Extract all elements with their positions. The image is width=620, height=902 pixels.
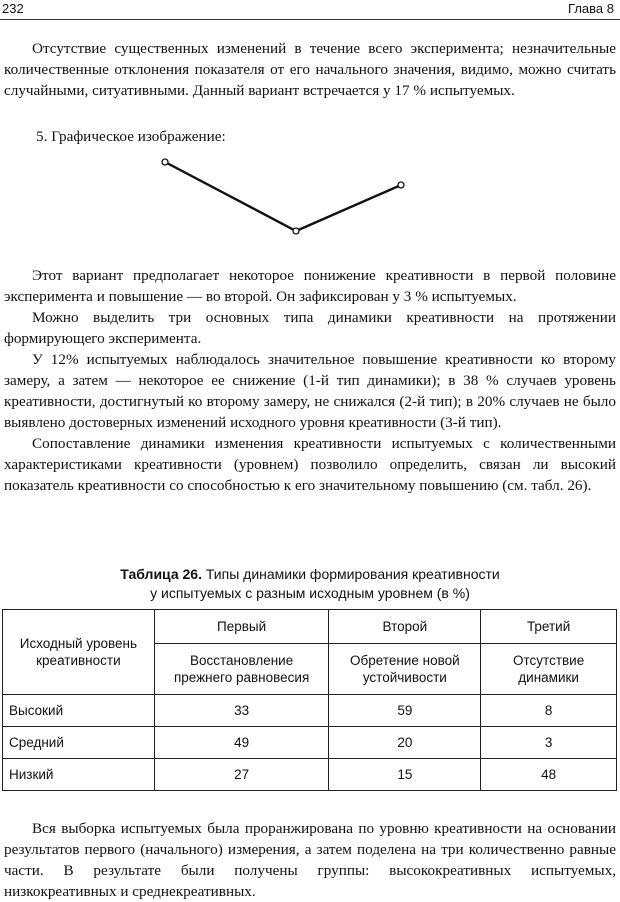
- row-label-low: Низкий: [3, 759, 155, 791]
- table-row-header: Исходный уровень креативности: [3, 610, 155, 695]
- figure-label: 5. Графическое изображение:: [36, 128, 226, 145]
- table-cell: 3: [481, 727, 617, 759]
- paragraph-1: Отсутствие существенных изменений в течение всего эксперимента; незначительные количественные отклонения показателя от его начального значения, видимо, можно считать случайными, ситуативными. Данный вариант встречается у 17 % испытуемых.: [4, 40, 616, 99]
- dynamics-figure: [0, 150, 620, 250]
- table-caption-number: Таблица 26.: [120, 566, 202, 582]
- chapter-title: Глава 8: [568, 1, 614, 16]
- row-label-high: Высокий: [3, 695, 155, 727]
- column-type-2: Второй: [329, 610, 481, 644]
- column-desc-3: Отсутствие динамики: [481, 644, 617, 695]
- table-cell: 48: [481, 759, 617, 791]
- paragraph-2: Этот вариант предполагает некоторое понижение креативности в первой половине эксперимента и повышение — во второй. Он зафиксирован у 3 % испытуемых.: [4, 267, 616, 305]
- table-caption-line-1: [0, 565, 620, 584]
- table-cell: 33: [154, 695, 329, 727]
- page-header: [0, 0, 620, 18]
- table-caption: [0, 565, 620, 603]
- paragraph-5: Сопоставление динамики изменения креативности испытуемых с количественными характеристиками креативности (уровнем) позволило определить, связан ли высокий показатель креативности со способностью к его значительному повышению (см. табл. 26).: [4, 435, 616, 494]
- paragraph-4: У 12% испытуемых наблюдалось значительное повышение креативности ко второму замеру, а затем — некоторое ее снижение (1-й тип динамики); в 38 % случаев уровень креативности, достигнутый ко второму замеру, не снижался (2-й тип); в 20% случаев не было выявлено достоверных изменений исходного уровня креативности (3-й тип).: [4, 351, 616, 431]
- paragraph-6-block: [4, 818, 616, 902]
- column-desc-2: Обретение новой устойчивости: [329, 644, 481, 695]
- row-label-medium: Средний: [3, 727, 155, 759]
- paragraph-1-block: [4, 38, 616, 101]
- body-text-block: [4, 265, 616, 496]
- column-desc-1: Восстановление прежнего равновесия: [154, 644, 329, 695]
- table-cell: 8: [481, 695, 617, 727]
- figure-point-end: [398, 182, 404, 188]
- page-number: 232: [2, 1, 24, 16]
- table-row: [3, 759, 617, 791]
- paragraph-6: Вся выборка испытуемых была проранжирована по уровню креативности на основании результатов первого (начального) измерения, а затем поделена на три количественно равные части. В результате были получены группы: высококреативных испытуемых, низкокреативных и среднекреативных.: [4, 820, 616, 900]
- table-caption-line-2: у испытуемых с разным исходным уровнем (в %): [150, 585, 470, 601]
- header-rule: [0, 19, 620, 20]
- table-row: [3, 695, 617, 727]
- column-type-1: Первый: [154, 610, 329, 644]
- table-row: [3, 727, 617, 759]
- column-type-3: Третий: [481, 610, 617, 644]
- figure-point-start: [162, 159, 168, 165]
- dynamics-line: [165, 162, 401, 231]
- table-cell: 49: [154, 727, 329, 759]
- paragraph-3: Можно выделить три основных типа динамики креативности на протяжении формирующего эксперимента.: [4, 309, 616, 347]
- dynamics-table: [2, 609, 617, 791]
- figure-point-middle: [293, 228, 299, 234]
- table-cell: 59: [329, 695, 481, 727]
- table-header-row-types: [3, 610, 617, 644]
- table-cell: 20: [329, 727, 481, 759]
- table-caption-title: Типы динамики формирования креативности: [205, 566, 500, 582]
- table-cell: 15: [329, 759, 481, 791]
- table-cell: 27: [154, 759, 329, 791]
